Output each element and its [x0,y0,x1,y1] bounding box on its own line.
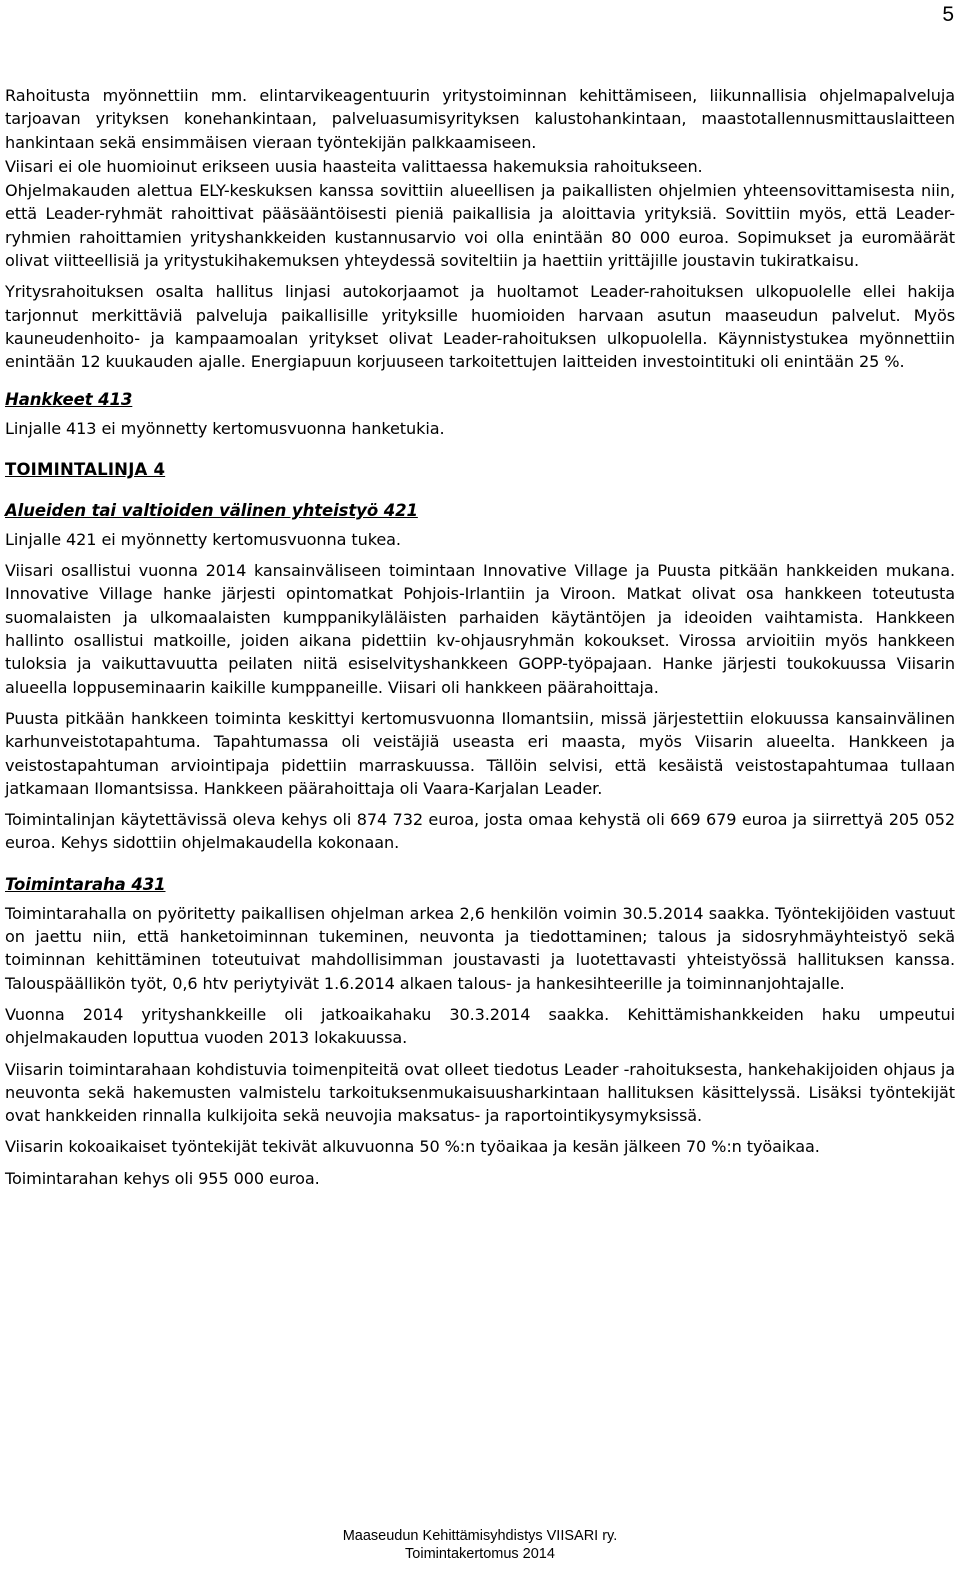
paragraph-431-working-time: Viisarin kokoaikaiset työntekijät tekivät alkuvuonna 50 %:n työaikaa ja kesän jälkeen 70 %:n työaikaa. [5,1137,820,1157]
paragraph-business-funding-policy: Yritysrahoituksen osalta hallitus linjasi autokorjaamot ja huoltamot Leader-rahoituksen ulkopuolelle ellei hakija tarjonnut merkittäviä palveluja paikallisille yrityksille huomioiden harvaan asutun maaseudun palvelut. Myös kauneudenhoito- ja kampaamoalan yritykset olivat Leader-rahoituksen ulkopuolella. Käynnistystukea myönnettiin enintään 12 kuukauden ajalle. Energiapuun korjuuseen tarkoitettujen laitteiden investointituki oli enintään 25 %. [5,282,955,372]
paragraph-431-staffing: Toimintarahalla on pyöritetty paikallisen ohjelman arkea 2,6 henkilön voimin 30.5.2014 saakka. Työntekijöiden vastuut on jaettu niin, että hanketoiminnan tukeminen, neuvonta ja tiedottaminen; talous ja sidosryhmäyhteistyö sekä toiminnan kehittäminen toteutuivat mahdollisimman joustavasti ja luotettavasti yhteistyössä hallituksen kanssa. Talouspäällikön työt, 0,6 htv periytyivät 1.6.2014 alkaen talous- ja hankesihteerille ja toiminnanjohtajalle. [5,903,955,993]
paragraph-431-application-rounds: Vuonna 2014 yrityshankkeille oli jatkoaikahaku 30.3.2014 saakka. Kehittämishankkeiden haku umpeutui ohjelmakauden loputtua vuoden 2013 lokakuussa. [5,1004,955,1048]
document-body [5,84,955,1198]
footer-report-title: Toimintakertomus 2014 [405,1546,555,1562]
section-heading-413: Hankkeet 413 [5,389,133,409]
page-footer [0,1527,960,1563]
paragraph-431-activities: Viisarin toimintarahaan kohdistuvia toimenpiteitä ovat olleet tiedotus Leader -rahoituksesta, hankehakijoiden ohjaus ja neuvonta sekä hakemusten valmistelu tarkoituksenmukaisuusharkintaan hallituksen käsittelyssä. Lisäksi työntekijät ovat hankkeiden rinnalla kulkijoita sekä neuvojia maksatus- ja raportointikysymyksissä. [5,1059,955,1126]
paragraph-puusta-pitkaan: Puusta pitkään hankkeen toiminta keskittyi kertomusvuonna Ilomantsiin, missä järjestettiin elokuussa kansainvälinen karhunveistotapahtuma. Tapahtumassa oli veistäjiä useasta eri maasta, myös Viisarin alueelta. Hankkeen ja veistostapahtuman arviointipaja pidettiin marraskuussa. Tällöin selvisi, että kesäistä veistostapahtumaa tullaan jatkamaan Ilomantsissa. Hankkeen päärahoittaja oli Vaara-Karjalan Leader. [5,708,955,798]
paragraph-431-budget: Toimintarahan kehys oli 955 000 euroa. [5,1168,320,1188]
page-number: 5 [942,3,954,26]
paragraph-421-no-support: Linjalle 421 ei myönnetty kertomusvuonna tukea. [5,529,401,549]
paragraph-ely-agreement: Ohjelmakauden alettua ELY-keskuksen kanssa sovittiin alueellisen ja paikallisten ohjelmien yhteensovittamisesta niin, että Leader-ryhmät rahoittivat pääsääntöisesti pieniä paikallisia ja aloittavia yrityksiä. Sovittiin myös, että Leader-ryhmien rahoittamien yrityshankkeiden kustannusarvio voi olla enintään 80 000 euroa. Sopimukset ja euromäärät olivat viitteellisiä ja yritystukihakemuksen yhteydessä soviteltiin ja haettiin yrittäjille joustavin tukiratkaisu. [5,181,955,271]
footer-organization: Maaseudun Kehittämisyhdistys VIISARI ry. [342,1528,618,1544]
section-heading-431: Toimintaraha 431 [5,874,166,894]
main-heading-toimintalinja-4: TOIMINTALINJA 4 [5,459,166,479]
paragraph-innovative-village: Viisari osallistui vuonna 2014 kansainväliseen toimintaan Innovative Village ja Puusta pitkään hankkeiden mukana. Innovative Village hanke järjesti opintomatkat Pohjois-Irlantiin ja Viroon. Matkat olivat osa hankkeen toteutusta suomalaisten ja ulkomaalaisten kumppanikyläläisten parhaiden käytäntöjen ja ideoiden vaihtamista. Hankkeen hallinto osallistui matkoille, joiden aikana pidettiin kv-ohjausryhmän kokoukset. Virossa arvioitiin myös hankkeen tuloksia ja vaikuttavuutta peilaten niitä esiselvityshankkeen GOPP-työpajaan. Hanke järjesti toukokuussa Viisarin alueella loppuseminaarin kaikille kumppaneille. Viisari oli hankkeen päärahoittaja. [5,561,955,697]
paragraph-funding-examples: Rahoitusta myönnettiin mm. elintarvikeagentuurin yritystoiminnan kehittämiseen, liikunnallisia ohjelmapalveluja tarjoavan yrityksen konehankintaan, palveluasumisyrityksen kalustohankintaan, maastotallennusmittauslaitteen hankintaan sekä ensimmäisen vieraan työntekijän palkkaamiseen. [5,86,955,152]
section-heading-421: Alueiden tai valtioiden välinen yhteistyö 421 [5,500,418,520]
paragraph-413: Linjalle 413 ei myönnetty kertomusvuonna hanketukia. [5,418,445,438]
paragraph-challenges: Viisari ei ole huomioinut erikseen uusia haasteita valittaessa hakemuksia rahoitukseen. [5,156,703,176]
paragraph-421-framework: Toimintalinjan käytettävissä oleva kehys oli 874 732 euroa, josta omaa kehystä oli 669 679 euroa ja siirrettyä 205 052 euroa. Kehys sidottiin ohjelmakaudella kokonaan. [5,810,955,853]
